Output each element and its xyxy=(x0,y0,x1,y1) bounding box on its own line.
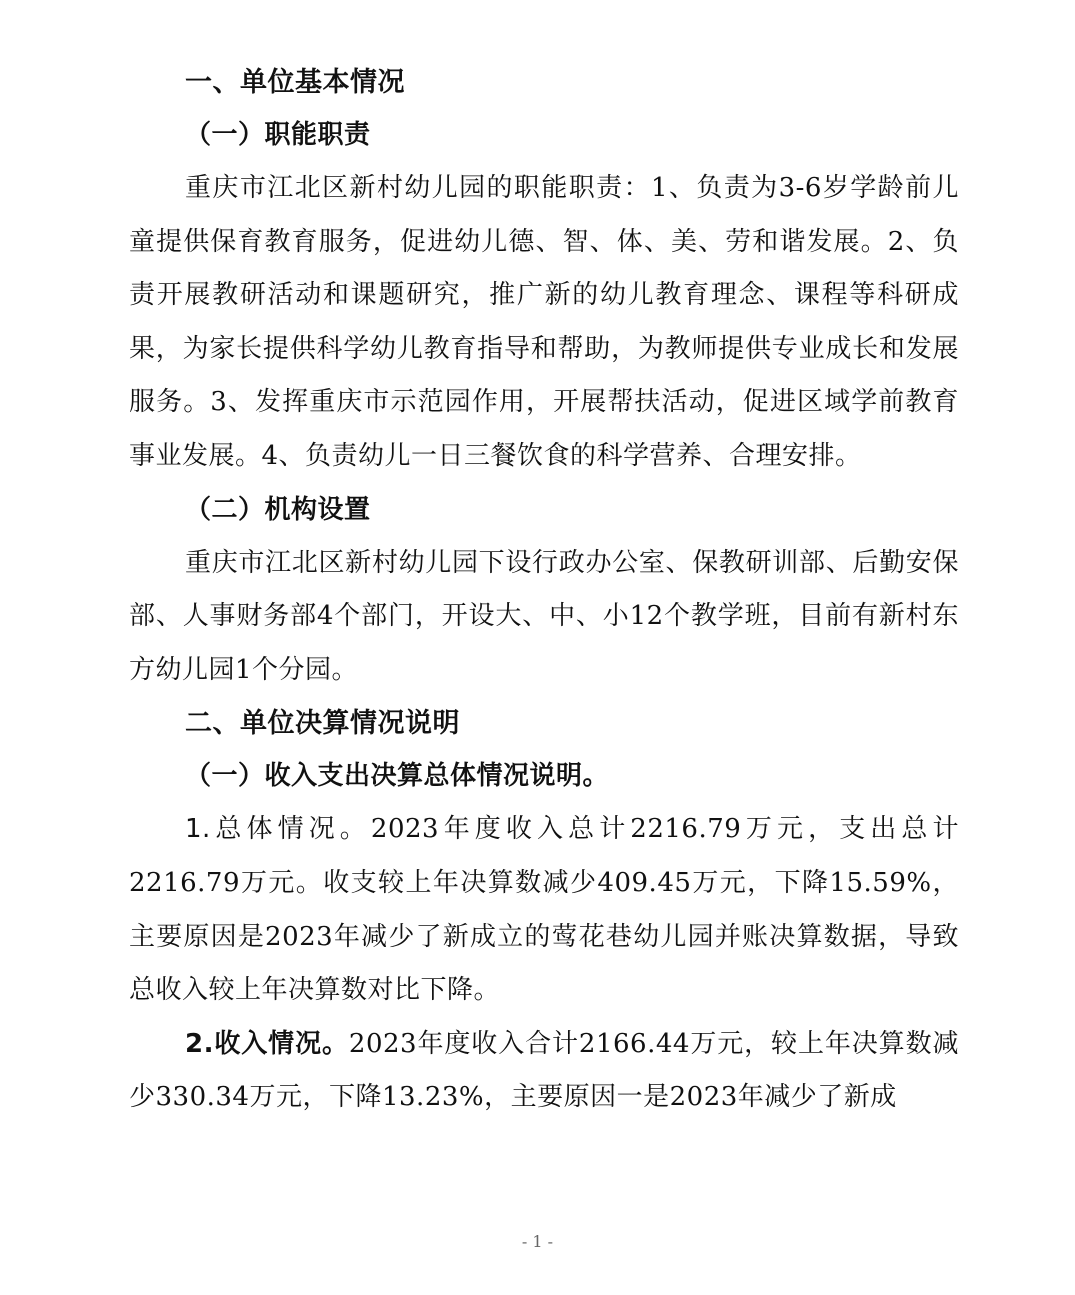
section-heading-budget: 二、单位决算情况说明 xyxy=(185,708,460,740)
subsection-heading-functions: （一）职能职责 xyxy=(185,120,371,150)
subsection-heading-overall: （一）收入支出决算总体情况说明。 xyxy=(185,761,610,792)
income-lead: 2.收入情况。 xyxy=(185,1028,349,1059)
overall-lead: 1.总体情况。 xyxy=(185,814,371,845)
overall-text: 2023年度收入总计2216.79万元，支出总计2216.79万元。收支较上年决算数减少409.45万元，下降15.59%，主要原因是2023年减少了新成立的莺花巷幼儿园并账决算数据，导致总收入较上年决算数对比下降。 xyxy=(129,814,960,1006)
overall-paragraph xyxy=(129,803,959,1017)
subsection-heading-organization: （二）机构设置 xyxy=(185,494,371,525)
income-paragraph xyxy=(129,1018,959,1125)
income-text: 2023年度收入合计2166.44万元，较上年决算数减少330.34万元，下降13.23%，主要原因一是2023年减少了新成 xyxy=(129,1028,959,1113)
functions-paragraph: 重庆市江北区新村幼儿园的职能职责：1、负责为3-6岁学龄前儿童提供保育教育服务，促进幼儿德、智、体、美、劳和谐发展。2、负责开展教研活动和课题研究，推广新的幼儿教育理念、课程等科研成果，为家长提供科学幼儿教育指导和帮助，为教师提供专业成长和发展服务。3、发挥重庆市示范园作用，开展帮扶活动，促进区域学前教育事业发展。4、负责幼儿一日三餐饮食的科学营养、合理安排。 xyxy=(129,173,959,471)
page-number: - 1 - xyxy=(521,1232,554,1251)
organization-paragraph: 重庆市江北区新村幼儿园下设行政办公室、保教研训部、后勤安保部、人事财务部4个部门，开设大、中、小12个教学班，目前有新村东方幼儿园1个分园。 xyxy=(129,547,959,685)
section-heading-basic-info: 一、单位基本情况 xyxy=(185,67,405,98)
document-page xyxy=(129,56,959,1125)
